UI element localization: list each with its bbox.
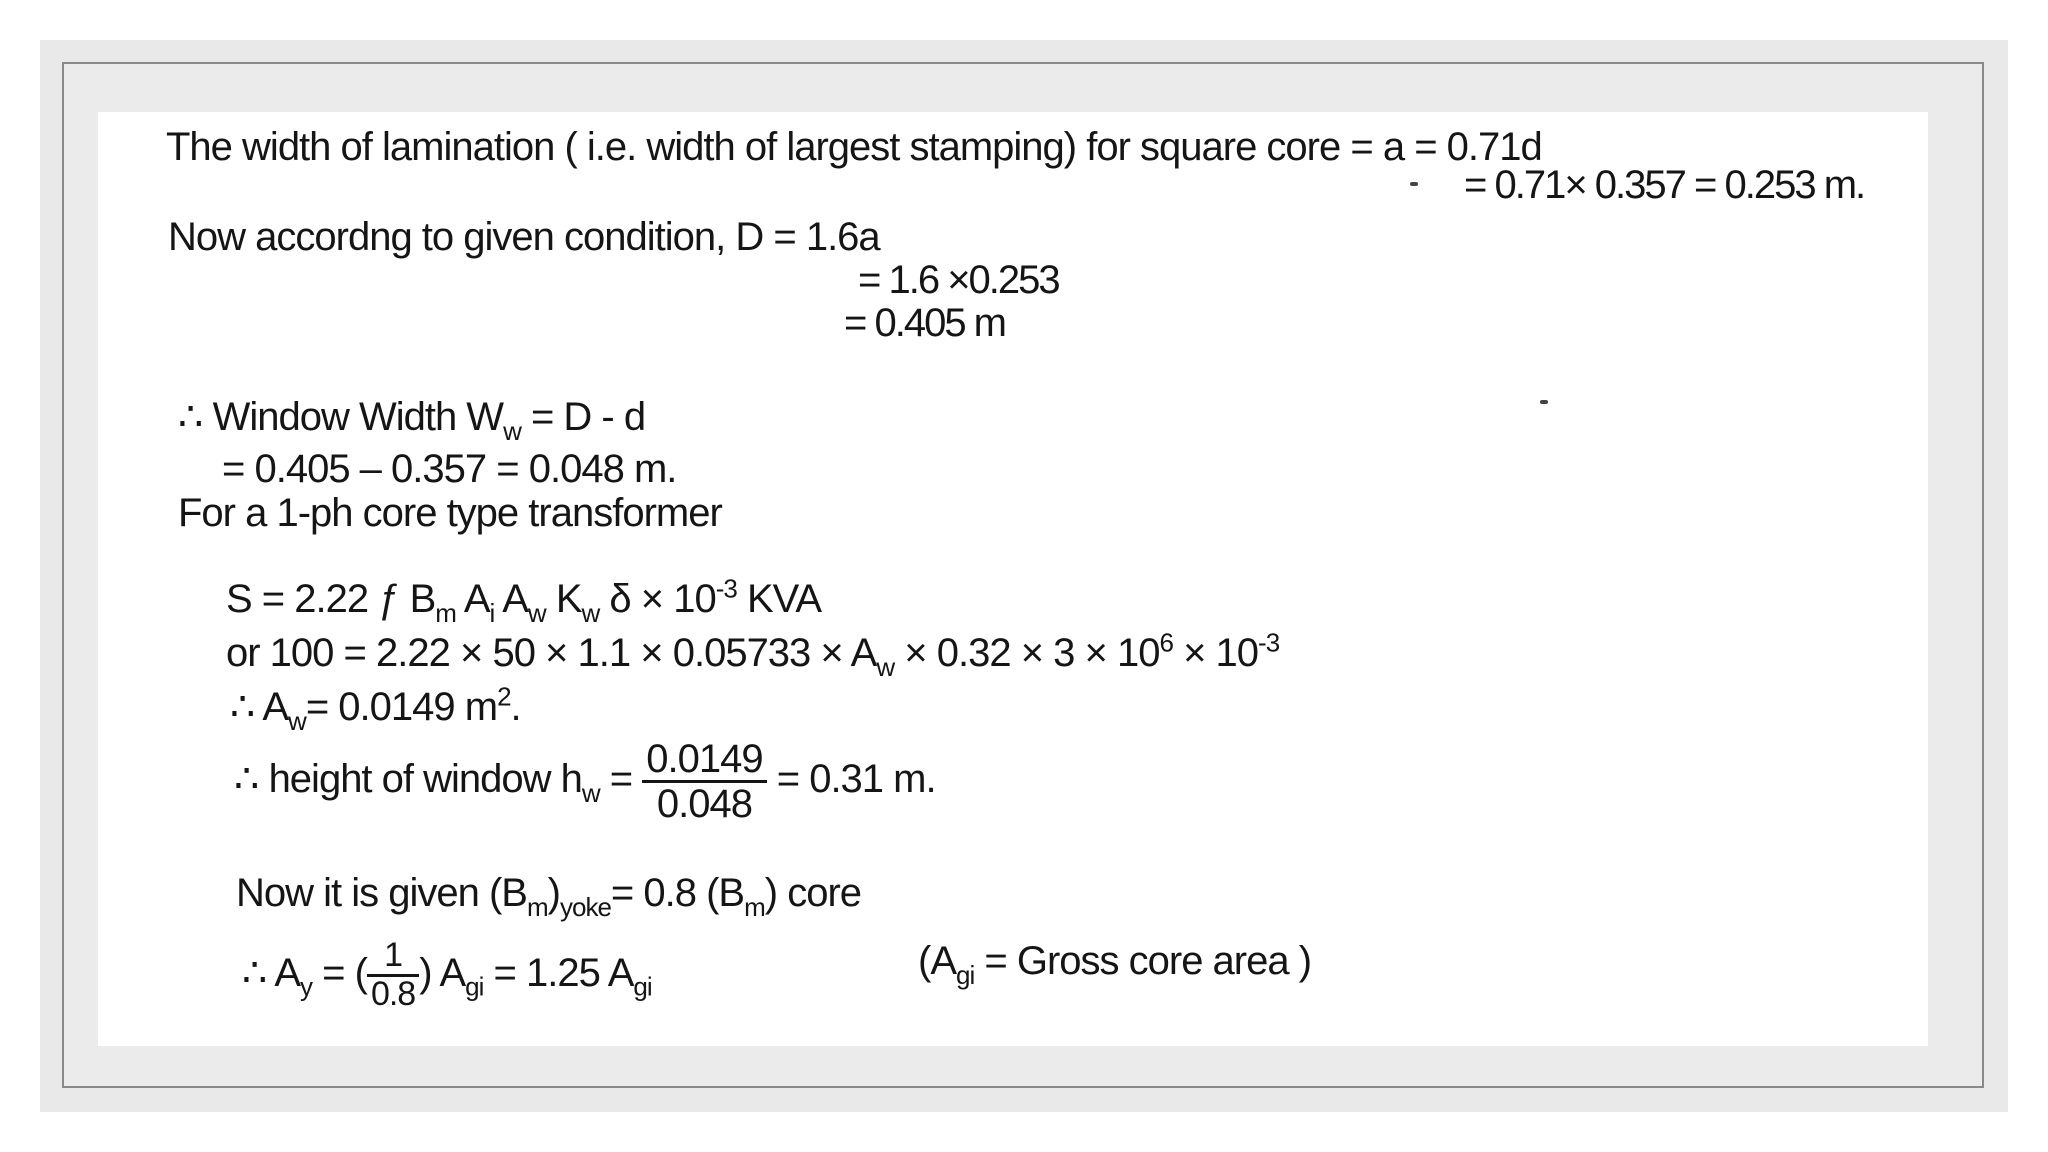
yoke-condition-line: Now it is given $(B_m)_{yoke}= 0.8$ $(B_m)$ core xyxy=(236,871,862,922)
output-formula: S = 2.22 ƒ $B_m$ $A_i$ $A_w$ $K_w$ $\delta \times 10^{-3}$ KVA xyxy=(226,573,822,628)
condition-line: Now accordng to given condition, D = 1.6a xyxy=(168,215,880,259)
yoke-fraction: $\frac{1}{0.8}$ xyxy=(367,938,419,1012)
aw-result-line: ∴ $A_w= 0.0149$ $m^2$. xyxy=(230,681,521,736)
condition-step-1: = 1.6 ×0.253 xyxy=(858,258,1059,302)
speck xyxy=(1410,182,1418,186)
window-width-line: ∴ Window Width $W_w = D - d$ xyxy=(178,395,646,446)
window-width-calc: = 0.405 – 0.357 = 0.048 m. xyxy=(222,447,677,491)
condition-step-2: = 0.405 m xyxy=(844,301,1006,345)
gross-core-note: ($A_{gi}$ = Gross core area ) xyxy=(918,939,1312,990)
transformer-label: For a 1-ph core type transformer xyxy=(178,491,722,535)
yoke-area-line: ∴ $A_y$ = ( $\frac{1}{0.8}$ ) $A_{gi} = 1.25$ $A_{gi}$ xyxy=(242,936,652,1013)
substitution-line: or $100 = 2.22 \times 50 \times 1.1 \times 0.05733 \times A_w \times 0.32 \times 3 \times 10^6 \times 10^{-3}$ xyxy=(226,627,1280,682)
lamination-width-line: The width of lamination ( i.e. width of largest stamping) for square core = a = 0.71d xyxy=(166,125,1542,169)
window-height-line: ∴ height of window $h_w$ = $\frac{0.0149}{0.048}$ = 0.31 m. xyxy=(234,737,936,826)
document-page xyxy=(98,112,1928,1046)
lamination-width-result: = 0.71× 0.357 = 0.253 m. xyxy=(1464,163,1865,207)
height-fraction: $\frac{0.0149}{0.048}$ xyxy=(642,738,766,825)
speck xyxy=(1540,400,1548,404)
